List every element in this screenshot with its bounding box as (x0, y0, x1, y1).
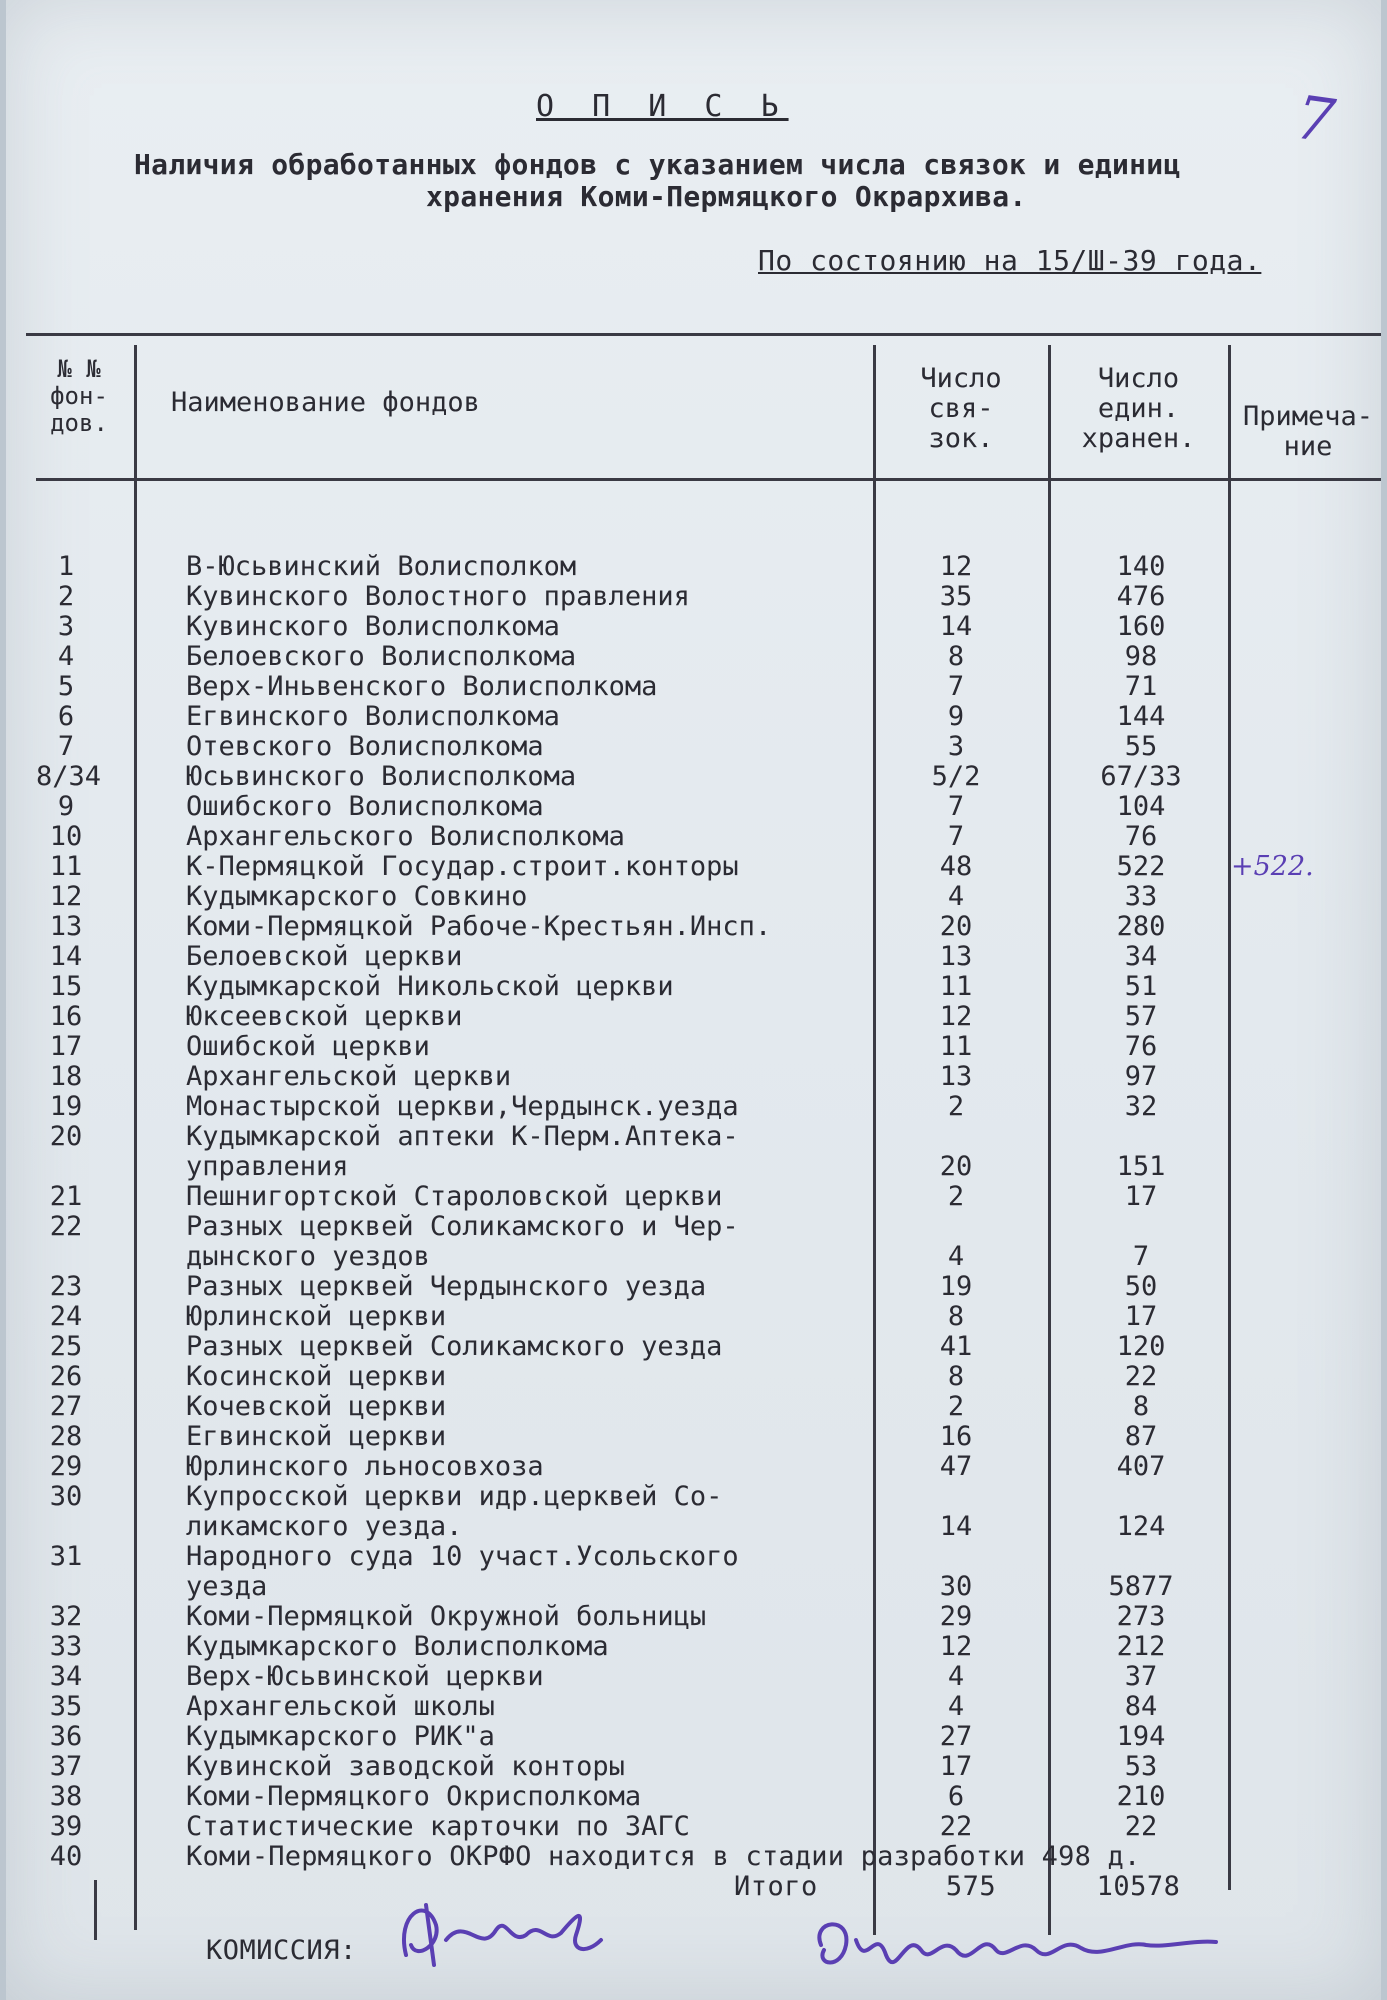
fund-number: 11 (49, 851, 83, 882)
fund-name: Архангельского Волисполкома (186, 821, 625, 852)
storage-unit-count: 8 (1132, 1391, 1150, 1422)
fund-number: 30 (49, 1481, 83, 1512)
bundle-count: 13 (939, 1061, 973, 1092)
document-title: О П И С Ь (536, 89, 789, 124)
fund-number: 7 (57, 731, 75, 762)
storage-unit-count: 37 (1124, 1661, 1158, 1692)
storage-unit-count: 5877 (1108, 1571, 1174, 1602)
fund-name: Ошибской церкви (186, 1031, 430, 1062)
fund-number: 3 (57, 611, 75, 642)
storage-unit-count: 33 (1124, 881, 1158, 912)
bundle-count: 17 (939, 1751, 973, 1782)
fund-number: 14 (49, 941, 83, 972)
bundle-count: 7 (947, 671, 965, 702)
bundle-count: 4 (947, 1241, 965, 1272)
bundle-count: 4 (947, 881, 965, 912)
fund-number: 13 (49, 911, 83, 942)
bundle-count: 4 (947, 1661, 965, 1692)
bundle-count: 30 (939, 1571, 973, 1602)
bundle-count: 2 (947, 1181, 965, 1212)
fund-name: Архангельской школы (186, 1691, 495, 1722)
fund-name: Верх-Иньвенского Волисполкома (186, 671, 658, 702)
storage-unit-count: 87 (1124, 1421, 1158, 1452)
fund-name: Разных церквей Чердынского уезда (186, 1271, 707, 1302)
document-subtitle-line1: Наличия обработанных фондов с указанием числа связок и единиц (134, 148, 1181, 181)
fund-name: Юсьвинского Волисполкома (186, 761, 577, 792)
fund-name: Кувинской заводской конторы (186, 1751, 625, 1782)
fund-name: Кувинского Волисполкома (186, 611, 560, 642)
bundle-count: 14 (939, 611, 973, 642)
fund-number: 12 (49, 881, 83, 912)
fund-name: ликамского уезда. (186, 1511, 463, 1542)
fund-number: 26 (49, 1361, 83, 1392)
column-divider-1 (134, 345, 137, 1930)
fund-number: 28 (49, 1421, 83, 1452)
fund-name: Юксеевской церкви (186, 1001, 463, 1032)
storage-unit-count: 55 (1124, 731, 1158, 762)
storage-unit-count: 140 (1116, 551, 1166, 582)
fund-number: 39 (49, 1811, 83, 1842)
fund-number: 20 (49, 1121, 83, 1152)
storage-unit-count: 57 (1124, 1001, 1158, 1032)
storage-unit-count: 124 (1116, 1511, 1166, 1542)
header-storage-units: Число един. хранен. (1081, 363, 1196, 454)
bundle-count: 22 (939, 1811, 973, 1842)
fund-number: 38 (49, 1781, 83, 1812)
bundle-count: 8 (947, 1361, 965, 1392)
fund-name: Архангельской церкви (186, 1061, 512, 1092)
storage-unit-count: 84 (1124, 1691, 1158, 1722)
header-bundles: Число свя- зок. (920, 363, 1002, 454)
bundle-count: 13 (939, 941, 973, 972)
left-margin-rule (94, 1880, 97, 1940)
fund-number: 24 (49, 1301, 83, 1332)
fund-name: уезда (186, 1571, 268, 1602)
fund-name: Кудымкарского Волисполкома (186, 1631, 609, 1662)
fund-number: 27 (49, 1391, 83, 1422)
bundle-count: 12 (939, 1631, 973, 1662)
storage-unit-count: 97 (1124, 1061, 1158, 1092)
table-top-rule (26, 333, 1381, 336)
fund-number: 15 (49, 971, 83, 1002)
fund-name: Белоевской церкви (186, 941, 463, 972)
bundle-count: 2 (947, 1391, 965, 1422)
fund-number: 16 (49, 1001, 83, 1032)
storage-unit-count: 476 (1116, 581, 1166, 612)
storage-unit-count: 151 (1116, 1151, 1166, 1182)
bundle-count: 20 (939, 911, 973, 942)
bundle-count: 5/2 (931, 761, 981, 792)
storage-unit-count: 76 (1124, 821, 1158, 852)
bundle-count: 19 (939, 1271, 973, 1302)
storage-unit-count: 407 (1116, 1451, 1166, 1482)
fund-number: 6 (57, 701, 75, 732)
bundle-count: 7 (947, 791, 965, 822)
fund-number: 10 (49, 821, 83, 852)
signature-1 (386, 1885, 646, 1985)
fund-name: Косинской церкви (186, 1361, 447, 1392)
bundle-count: 20 (939, 1151, 973, 1182)
storage-unit-count: 22 (1124, 1811, 1158, 1842)
fund-number: 17 (49, 1031, 83, 1062)
fund-number: 8/34 (36, 761, 102, 792)
fund-name: Кудымкарского РИК"а (186, 1721, 495, 1752)
fund-name: управления (186, 1151, 349, 1182)
fund-name: Коми-Пермяцкой Рабоче-Крестьян.Инсп. (186, 911, 772, 942)
fund-number: 25 (49, 1331, 83, 1362)
fund-name: Разных церквей Соликамского уезда (186, 1331, 723, 1362)
bundle-count: 12 (939, 1001, 973, 1032)
storage-unit-count: 34 (1124, 941, 1158, 972)
storage-unit-count: 22 (1124, 1361, 1158, 1392)
fund-number: 32 (49, 1601, 83, 1632)
bundle-count: 7 (947, 821, 965, 852)
commission-label: КОМИССИЯ: (206, 1935, 357, 1966)
fund-number: 9 (57, 791, 75, 822)
bundle-count: 41 (939, 1331, 973, 1362)
storage-unit-count: 160 (1116, 611, 1166, 642)
bundle-count: 48 (939, 851, 973, 882)
bundle-count: 29 (939, 1601, 973, 1632)
fund-number: 22 (49, 1211, 83, 1242)
fund-name: Отевского Волисполкома (186, 731, 544, 762)
fund-name: Белоевского Волисполкома (186, 641, 577, 672)
storage-unit-count: 17 (1124, 1181, 1158, 1212)
bundle-count: 47 (939, 1451, 973, 1482)
document-subtitle-line2: хранения Коми-Пермяцкого Окрархива. (426, 180, 1027, 213)
fund-name: Кочевской церкви (186, 1391, 447, 1422)
fund-name: Егвинского Волисполкома (186, 701, 560, 732)
fund-name: Ошибского Волисполкома (186, 791, 544, 822)
storage-unit-count: 210 (1116, 1781, 1166, 1812)
fund-number: 4 (57, 641, 75, 672)
fund-name: Кудымкарской аптеки К-Перм.Аптека- (186, 1121, 739, 1152)
fund-number: 5 (57, 671, 75, 702)
date-line: По состоянию на 15/Ш-39 года. (758, 244, 1262, 277)
storage-unit-count: 51 (1124, 971, 1158, 1002)
storage-unit-count: 98 (1124, 641, 1158, 672)
storage-unit-count: 212 (1116, 1631, 1166, 1662)
header-fund-name: Наименование фондов (171, 387, 480, 418)
fund-name: Монастырской церкви,Чердынск.уезда (186, 1091, 739, 1122)
handwritten-note: +522. (1231, 851, 1314, 882)
fund-number: 33 (49, 1631, 83, 1662)
fund-name: Егвинской церкви (186, 1421, 447, 1452)
fund-number: 35 (49, 1691, 83, 1722)
fund-name: Коми-Пермяцкого Окрисполкома (186, 1781, 642, 1812)
bundle-count: 12 (939, 551, 973, 582)
bundle-count: 35 (939, 581, 973, 612)
fund-number: 31 (49, 1541, 83, 1572)
fund-number: 21 (49, 1181, 83, 1212)
storage-unit-count: 144 (1116, 701, 1166, 732)
fund-number: 40 (49, 1841, 83, 1872)
fund-number: 19 (49, 1091, 83, 1122)
fund-name: В-Юсьвинский Волисполком (186, 551, 577, 582)
table-header-rule (36, 478, 1381, 481)
storage-unit-count: 50 (1124, 1271, 1158, 1302)
storage-unit-count: 17 (1124, 1301, 1158, 1332)
document-sheet (6, 0, 1381, 2000)
fund-name: Пешнигортской Староловской церкви (186, 1181, 723, 1212)
storage-unit-count: 76 (1124, 1031, 1158, 1062)
fund-name: Верх-Юсьвинской церкви (186, 1661, 544, 1692)
corner-handwritten-number: 7 (1291, 82, 1340, 158)
storage-unit-count: 32 (1124, 1091, 1158, 1122)
storage-unit-count: 104 (1116, 791, 1166, 822)
fund-number: 2 (57, 581, 75, 612)
fund-name: Купросской церкви идр.церквей Со- (186, 1481, 723, 1512)
fund-name: Статистические карточки по ЗАГС (186, 1811, 690, 1842)
fund-number: 18 (49, 1061, 83, 1092)
fund-name: Юрлинского льносовхоза (186, 1451, 544, 1482)
fund-name: Юрлинской церкви (186, 1301, 447, 1332)
bundle-count: 6 (947, 1781, 965, 1812)
bundle-count: 4 (947, 1691, 965, 1722)
bundle-count: 14 (939, 1511, 973, 1542)
signature-2 (806, 1900, 1226, 2000)
fund-number: 23 (49, 1271, 83, 1302)
fund-name: Народного суда 10 участ.Усольского (186, 1541, 739, 1572)
bundle-count: 3 (947, 731, 965, 762)
header-notes: Примеча- ние (1242, 401, 1374, 462)
bundle-count: 2 (947, 1091, 965, 1122)
total-label: Итого (734, 1871, 818, 1902)
storage-unit-count: 53 (1124, 1751, 1158, 1782)
fund-name: Кудымкарской Никольской церкви (186, 971, 674, 1002)
fund-number: 36 (49, 1721, 83, 1752)
fund-number: 1 (57, 551, 75, 582)
storage-unit-count: 7 (1132, 1241, 1150, 1272)
storage-unit-count: 120 (1116, 1331, 1166, 1362)
storage-unit-count: 522 (1116, 851, 1166, 882)
fund-number: 29 (49, 1451, 83, 1482)
fund-name: дынского уездов (186, 1241, 430, 1272)
total-bundles: 575 (945, 1871, 997, 1902)
fund-number: 37 (49, 1751, 83, 1782)
storage-unit-count: 67/33 (1100, 761, 1182, 792)
header-fund-number: № № фон- дов. (50, 355, 108, 437)
storage-unit-count: 194 (1116, 1721, 1166, 1752)
fund-number: 34 (49, 1661, 83, 1692)
bundle-count: 9 (947, 701, 965, 732)
bundle-count: 11 (939, 1031, 973, 1062)
fund-name: К-Пермяцкой Государ.строит.конторы (186, 851, 739, 882)
fund-name: Кудымкарского Совкино (186, 881, 528, 912)
bundle-count: 27 (939, 1721, 973, 1752)
storage-unit-count: 273 (1116, 1601, 1166, 1632)
total-storage-units: 10578 (1096, 1871, 1181, 1902)
storage-unit-count: 280 (1116, 911, 1166, 942)
fund-name: Коми-Пермяцкой Окружной больницы (186, 1601, 707, 1632)
bundle-count: 11 (939, 971, 973, 1002)
fund-name: Коми-Пермяцкого ОКРФО находится в стадии разработки 498 д. (186, 1841, 1141, 1872)
bundle-count: 8 (947, 641, 965, 672)
bundle-count: 16 (939, 1421, 973, 1452)
fund-name: Кувинского Волостного правления (186, 581, 690, 612)
fund-name: Разных церквей Соликамского и Чер- (186, 1211, 739, 1242)
storage-unit-count: 71 (1124, 671, 1158, 702)
bundle-count: 8 (947, 1301, 965, 1332)
